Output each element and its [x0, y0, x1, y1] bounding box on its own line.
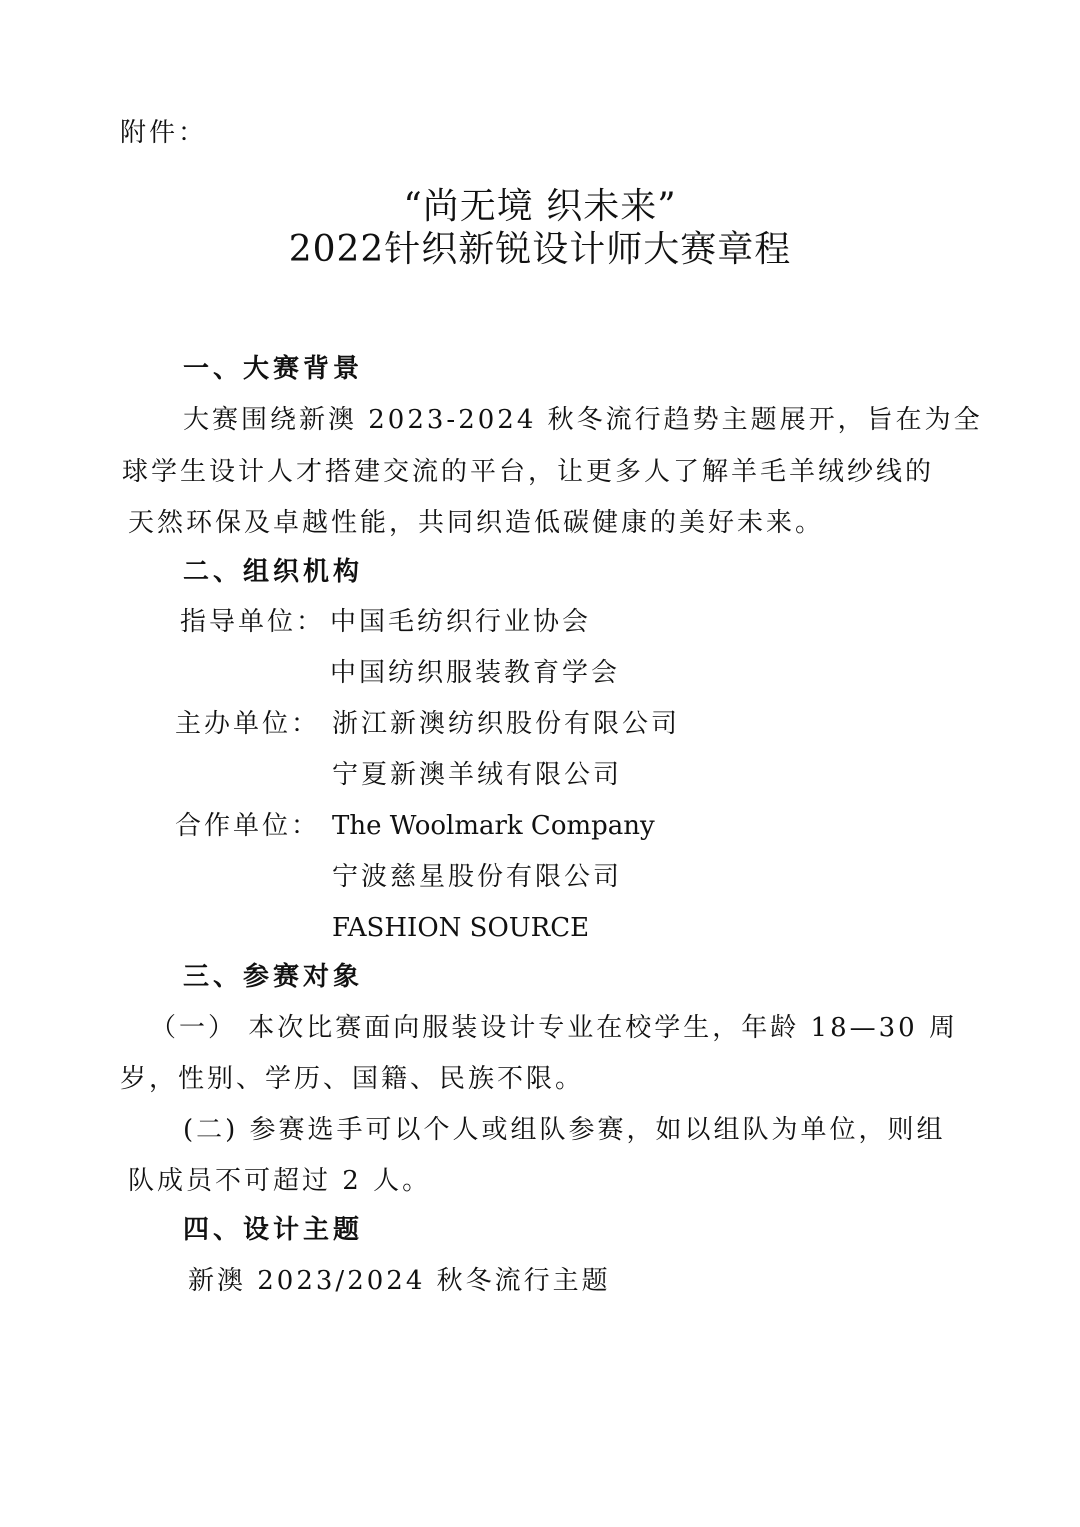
background-paragraph-line: 球学生设计人才搭建交流的平台，让更多人了解羊毛羊绒纱线的 [122, 457, 935, 487]
background-paragraph-line: 大赛围绕新澳 2023-2024 秋冬流行趋势主题展开，旨在为全 [183, 405, 983, 435]
participants-paragraph-line: （一） 本次比赛面向服装设计专业在校学生，年龄 18—30 周 [150, 1013, 958, 1043]
participants-paragraph-line: 岁，性别、学历、国籍、民族不限。 [120, 1064, 585, 1094]
section-heading-design-theme: 四、设计主题 [183, 1215, 364, 1245]
document-title-line-1: “尚无境 织未来” [403, 186, 677, 227]
partner-unit-label: 合作单位： [175, 811, 321, 841]
participants-paragraph-line: 队成员不可超过 2 人。 [128, 1166, 432, 1196]
attachment-label: 附件： [120, 118, 208, 148]
host-unit-label: 主办单位： [175, 709, 321, 739]
section-heading-participants: 三、参赛对象 [183, 962, 364, 992]
partner-unit-name: 宁波慈星股份有限公司 [332, 862, 623, 892]
section-heading-organization: 二、组织机构 [183, 557, 364, 587]
guidance-unit-name: 中国毛纺织行业协会 [330, 607, 592, 637]
guidance-unit-label: 指导单位： [180, 607, 326, 637]
section-heading-background: 一、大赛背景 [183, 354, 364, 384]
design-theme-text: 新澳 2023/2024 秋冬流行主题 [188, 1266, 611, 1296]
background-paragraph-line: 天然环保及卓越性能，共同织造低碳健康的美好未来。 [128, 508, 825, 538]
participants-paragraph-line: (二) 参赛选手可以个人或组队参赛，如以组队为单位，则组 [183, 1115, 946, 1145]
document-title-line-2: 2022针织新锐设计师大赛章程 [288, 229, 792, 270]
guidance-unit-name: 中国纺织服装教育学会 [330, 658, 621, 688]
host-unit-name: 浙江新澳纺织股份有限公司 [332, 709, 681, 739]
host-unit-name: 宁夏新澳羊绒有限公司 [332, 760, 623, 790]
partner-unit-name: The Woolmark Company [332, 811, 655, 841]
partner-unit-name: FASHION SOURCE [332, 913, 590, 943]
